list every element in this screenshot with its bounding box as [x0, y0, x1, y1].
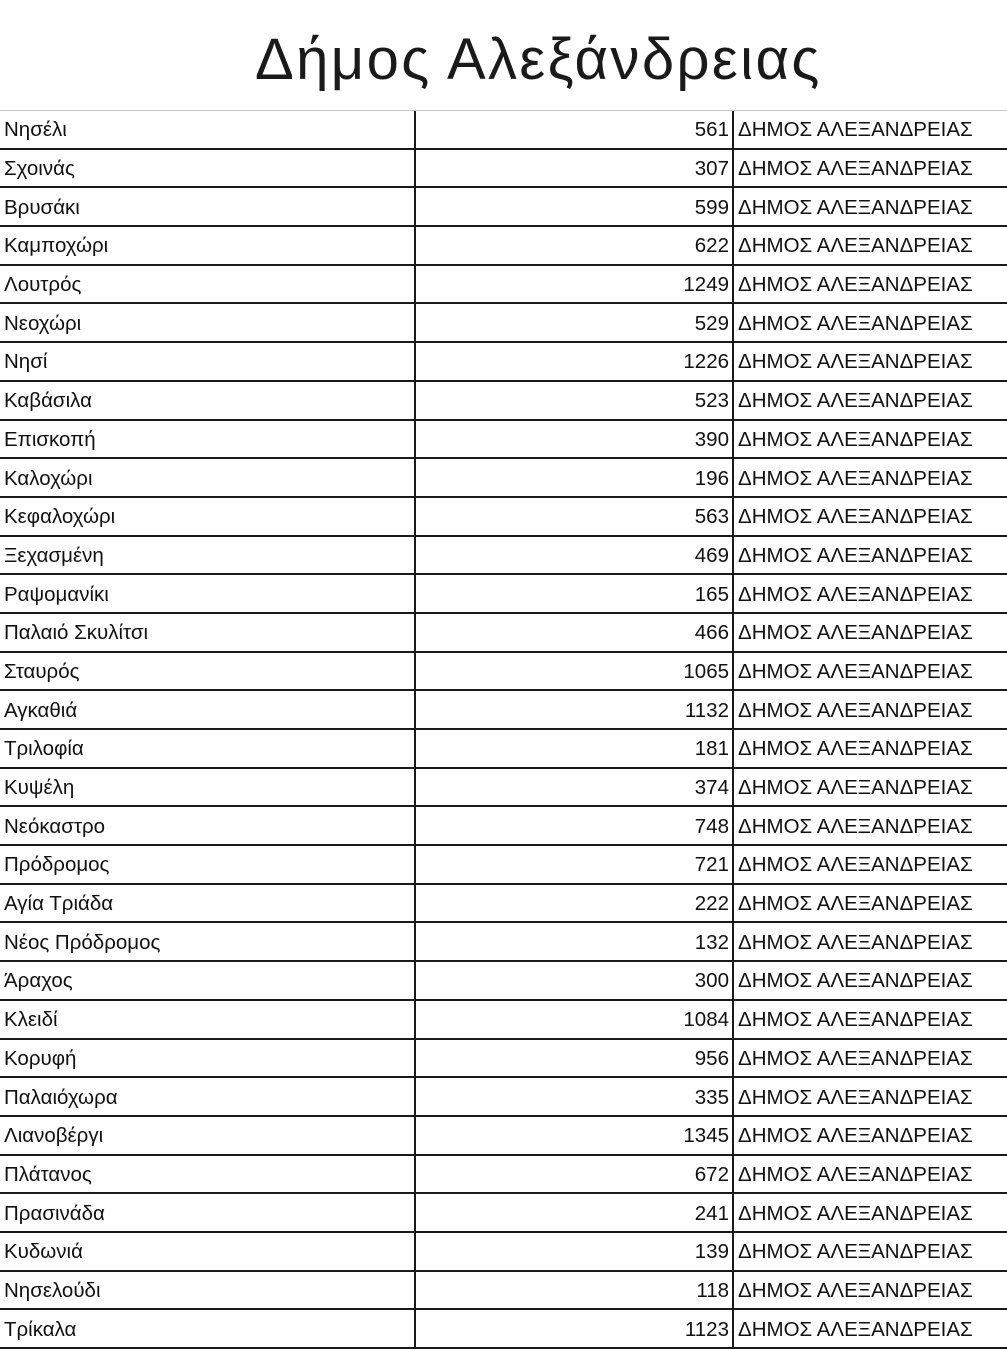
- table-row: [0, 111, 1007, 150]
- village-name-cell: Κυψέλη: [0, 769, 416, 806]
- value-cell: 956: [416, 1040, 734, 1077]
- village-name-cell: Σταυρός: [0, 653, 416, 690]
- village-name-cell: Άραχος: [0, 962, 416, 999]
- municipality-cell: ΔΗΜΟΣ ΑΛΕΞΑΝΔΡΕΙΑΣ: [738, 1008, 973, 1032]
- municipality-cell: ΔΗΜΟΣ ΑΛΕΞΑΝΔΡΕΙΑΣ: [738, 1162, 973, 1186]
- table-row: [0, 1001, 1007, 1040]
- municipality-cell: ΔΗΜΟΣ ΑΛΕΞΑΝΔΡΕΙΑΣ: [738, 853, 973, 877]
- municipality-cell: ΔΗΜΟΣ ΑΛΕΞΑΝΔΡΕΙΑΣ: [738, 892, 973, 916]
- value-cell: 523: [416, 382, 734, 419]
- table-row: [0, 575, 1007, 614]
- table-row: [0, 1272, 1007, 1311]
- table-row: [0, 730, 1007, 769]
- value-cell: 118: [416, 1272, 734, 1309]
- value-cell: 139: [416, 1233, 734, 1270]
- village-name-cell: Νησέλι: [0, 111, 416, 148]
- municipality-cell: ΔΗΜΟΣ ΑΛΕΞΑΝΔΡΕΙΑΣ: [738, 1085, 973, 1109]
- village-name-cell: Κυδωνιά: [0, 1233, 416, 1270]
- village-name-cell: Νησί: [0, 343, 416, 380]
- municipality-cell: ΔΗΜΟΣ ΑΛΕΞΑΝΔΡΕΙΑΣ: [738, 466, 973, 490]
- municipality-cell: ΔΗΜΟΣ ΑΛΕΞΑΝΔΡΕΙΑΣ: [738, 776, 973, 800]
- villages-table: [0, 110, 1007, 1349]
- table-row: [0, 1310, 1007, 1349]
- value-cell: 181: [416, 730, 734, 767]
- table-row: [0, 1040, 1007, 1079]
- municipality-cell: ΔΗΜΟΣ ΑΛΕΞΑΝΔΡΕΙΑΣ: [738, 427, 973, 451]
- value-cell: 222: [416, 885, 734, 922]
- municipality-cell: ΔΗΜΟΣ ΑΛΕΞΑΝΔΡΕΙΑΣ: [738, 1124, 973, 1148]
- municipality-cell: ΔΗΜΟΣ ΑΛΕΞΑΝΔΡΕΙΑΣ: [738, 195, 973, 219]
- municipality-cell: ΔΗΜΟΣ ΑΛΕΞΑΝΔΡΕΙΑΣ: [738, 1046, 973, 1070]
- table-row: [0, 1233, 1007, 1272]
- village-name-cell: Πρασινάδα: [0, 1194, 416, 1231]
- village-name-cell: Νεοχώρι: [0, 304, 416, 341]
- table-row: [0, 1078, 1007, 1117]
- value-cell: 466: [416, 614, 734, 651]
- value-cell: 165: [416, 575, 734, 612]
- village-name-cell: Νέος Πρόδρομος: [0, 923, 416, 960]
- village-name-cell: Κορυφή: [0, 1040, 416, 1077]
- table-row: [0, 188, 1007, 227]
- village-name-cell: Πλάτανος: [0, 1156, 416, 1193]
- municipality-cell: ΔΗΜΟΣ ΑΛΕΞΑΝΔΡΕΙΑΣ: [738, 505, 973, 529]
- village-name-cell: Ξεχασμένη: [0, 537, 416, 574]
- table-row: [0, 1194, 1007, 1233]
- value-cell: 241: [416, 1194, 734, 1231]
- municipality-cell: ΔΗΜΟΣ ΑΛΕΞΑΝΔΡΕΙΑΣ: [738, 1317, 973, 1341]
- village-name-cell: Νησελούδι: [0, 1272, 416, 1309]
- municipality-cell: ΔΗΜΟΣ ΑΛΕΞΑΝΔΡΕΙΑΣ: [738, 930, 973, 954]
- table-row: [0, 923, 1007, 962]
- municipality-cell: ΔΗΜΟΣ ΑΛΕΞΑΝΔΡΕΙΑΣ: [738, 969, 973, 993]
- village-name-cell: Πρόδρομος: [0, 846, 416, 883]
- value-cell: 561: [416, 111, 734, 148]
- value-cell: 1226: [416, 343, 734, 380]
- table-row: [0, 614, 1007, 653]
- village-name-cell: Καβάσιλα: [0, 382, 416, 419]
- village-name-cell: Κεφαλοχώρι: [0, 498, 416, 535]
- table-row: [0, 653, 1007, 692]
- table-row: [0, 807, 1007, 846]
- table-row: [0, 266, 1007, 305]
- table-row: [0, 304, 1007, 343]
- municipality-cell: ΔΗΜΟΣ ΑΛΕΞΑΝΔΡΕΙΑΣ: [738, 737, 973, 761]
- village-name-cell: Τριλοφία: [0, 730, 416, 767]
- table-row: [0, 1117, 1007, 1156]
- municipality-cell: ΔΗΜΟΣ ΑΛΕΞΑΝΔΡΕΙΑΣ: [738, 389, 973, 413]
- table-row: [0, 962, 1007, 1001]
- village-name-cell: Σχοινάς: [0, 150, 416, 187]
- value-cell: 599: [416, 188, 734, 225]
- value-cell: 1132: [416, 691, 734, 728]
- municipality-cell: ΔΗΜΟΣ ΑΛΕΞΑΝΔΡΕΙΑΣ: [738, 273, 973, 297]
- village-name-cell: Κλειδί: [0, 1001, 416, 1038]
- municipality-cell: ΔΗΜΟΣ ΑΛΕΞΑΝΔΡΕΙΑΣ: [738, 659, 973, 683]
- value-cell: 622: [416, 227, 734, 264]
- page-title: Δήμος Αλεξάνδρειας: [255, 27, 822, 92]
- municipality-cell: ΔΗΜΟΣ ΑΛΕΞΑΝΔΡΕΙΑΣ: [738, 543, 973, 567]
- municipality-cell: ΔΗΜΟΣ ΑΛΕΞΑΝΔΡΕΙΑΣ: [738, 698, 973, 722]
- municipality-cell: ΔΗΜΟΣ ΑΛΕΞΑΝΔΡΕΙΑΣ: [738, 350, 973, 374]
- table-row: [0, 1156, 1007, 1195]
- value-cell: 1345: [416, 1117, 734, 1154]
- municipality-cell: ΔΗΜΟΣ ΑΛΕΞΑΝΔΡΕΙΑΣ: [738, 582, 973, 606]
- value-cell: 529: [416, 304, 734, 341]
- value-cell: 335: [416, 1078, 734, 1115]
- village-name-cell: Καλοχώρι: [0, 459, 416, 496]
- value-cell: 1249: [416, 266, 734, 303]
- table-row: [0, 537, 1007, 576]
- table-row: [0, 885, 1007, 924]
- table-row: [0, 691, 1007, 730]
- value-cell: 721: [416, 846, 734, 883]
- municipality-cell: ΔΗΜΟΣ ΑΛΕΞΑΝΔΡΕΙΑΣ: [738, 814, 973, 838]
- municipality-cell: ΔΗΜΟΣ ΑΛΕΞΑΝΔΡΕΙΑΣ: [738, 621, 973, 645]
- value-cell: 563: [416, 498, 734, 535]
- value-cell: 132: [416, 923, 734, 960]
- village-name-cell: Ραψομανίκι: [0, 575, 416, 612]
- value-cell: 196: [416, 459, 734, 496]
- table-row: [0, 846, 1007, 885]
- village-name-cell: Τρίκαλα: [0, 1310, 416, 1347]
- table-row: [0, 769, 1007, 808]
- municipality-cell: ΔΗΜΟΣ ΑΛΕΞΑΝΔΡΕΙΑΣ: [738, 1278, 973, 1302]
- table-row: [0, 227, 1007, 266]
- village-name-cell: Νεόκαστρο: [0, 807, 416, 844]
- village-name-cell: Παλαιόχωρα: [0, 1078, 416, 1115]
- table-row: [0, 421, 1007, 460]
- municipality-cell: ΔΗΜΟΣ ΑΛΕΞΑΝΔΡΕΙΑΣ: [738, 311, 973, 335]
- municipality-cell: ΔΗΜΟΣ ΑΛΕΞΑΝΔΡΕΙΑΣ: [738, 234, 973, 258]
- table-row: [0, 498, 1007, 537]
- table-row: [0, 382, 1007, 421]
- value-cell: 390: [416, 421, 734, 458]
- table-row: [0, 343, 1007, 382]
- value-cell: 300: [416, 962, 734, 999]
- village-name-cell: Παλαιό Σκυλίτσι: [0, 614, 416, 651]
- table-row: [0, 459, 1007, 498]
- village-name-cell: Αγία Τριάδα: [0, 885, 416, 922]
- village-name-cell: Βρυσάκι: [0, 188, 416, 225]
- value-cell: 374: [416, 769, 734, 806]
- value-cell: 748: [416, 807, 734, 844]
- village-name-cell: Καμποχώρι: [0, 227, 416, 264]
- village-name-cell: Λουτρός: [0, 266, 416, 303]
- village-name-cell: Αγκαθιά: [0, 691, 416, 728]
- municipality-cell: ΔΗΜΟΣ ΑΛΕΞΑΝΔΡΕΙΑΣ: [738, 1240, 973, 1264]
- value-cell: 307: [416, 150, 734, 187]
- municipality-cell: ΔΗΜΟΣ ΑΛΕΞΑΝΔΡΕΙΑΣ: [738, 118, 973, 142]
- village-name-cell: Λιανοβέργι: [0, 1117, 416, 1154]
- municipality-cell: ΔΗΜΟΣ ΑΛΕΞΑΝΔΡΕΙΑΣ: [738, 157, 973, 181]
- value-cell: 469: [416, 537, 734, 574]
- value-cell: 1123: [416, 1310, 734, 1347]
- value-cell: 672: [416, 1156, 734, 1193]
- value-cell: 1065: [416, 653, 734, 690]
- value-cell: 1084: [416, 1001, 734, 1038]
- municipality-cell: ΔΗΜΟΣ ΑΛΕΞΑΝΔΡΕΙΑΣ: [738, 1201, 973, 1225]
- table-row: [0, 150, 1007, 189]
- village-name-cell: Επισκοπή: [0, 421, 416, 458]
